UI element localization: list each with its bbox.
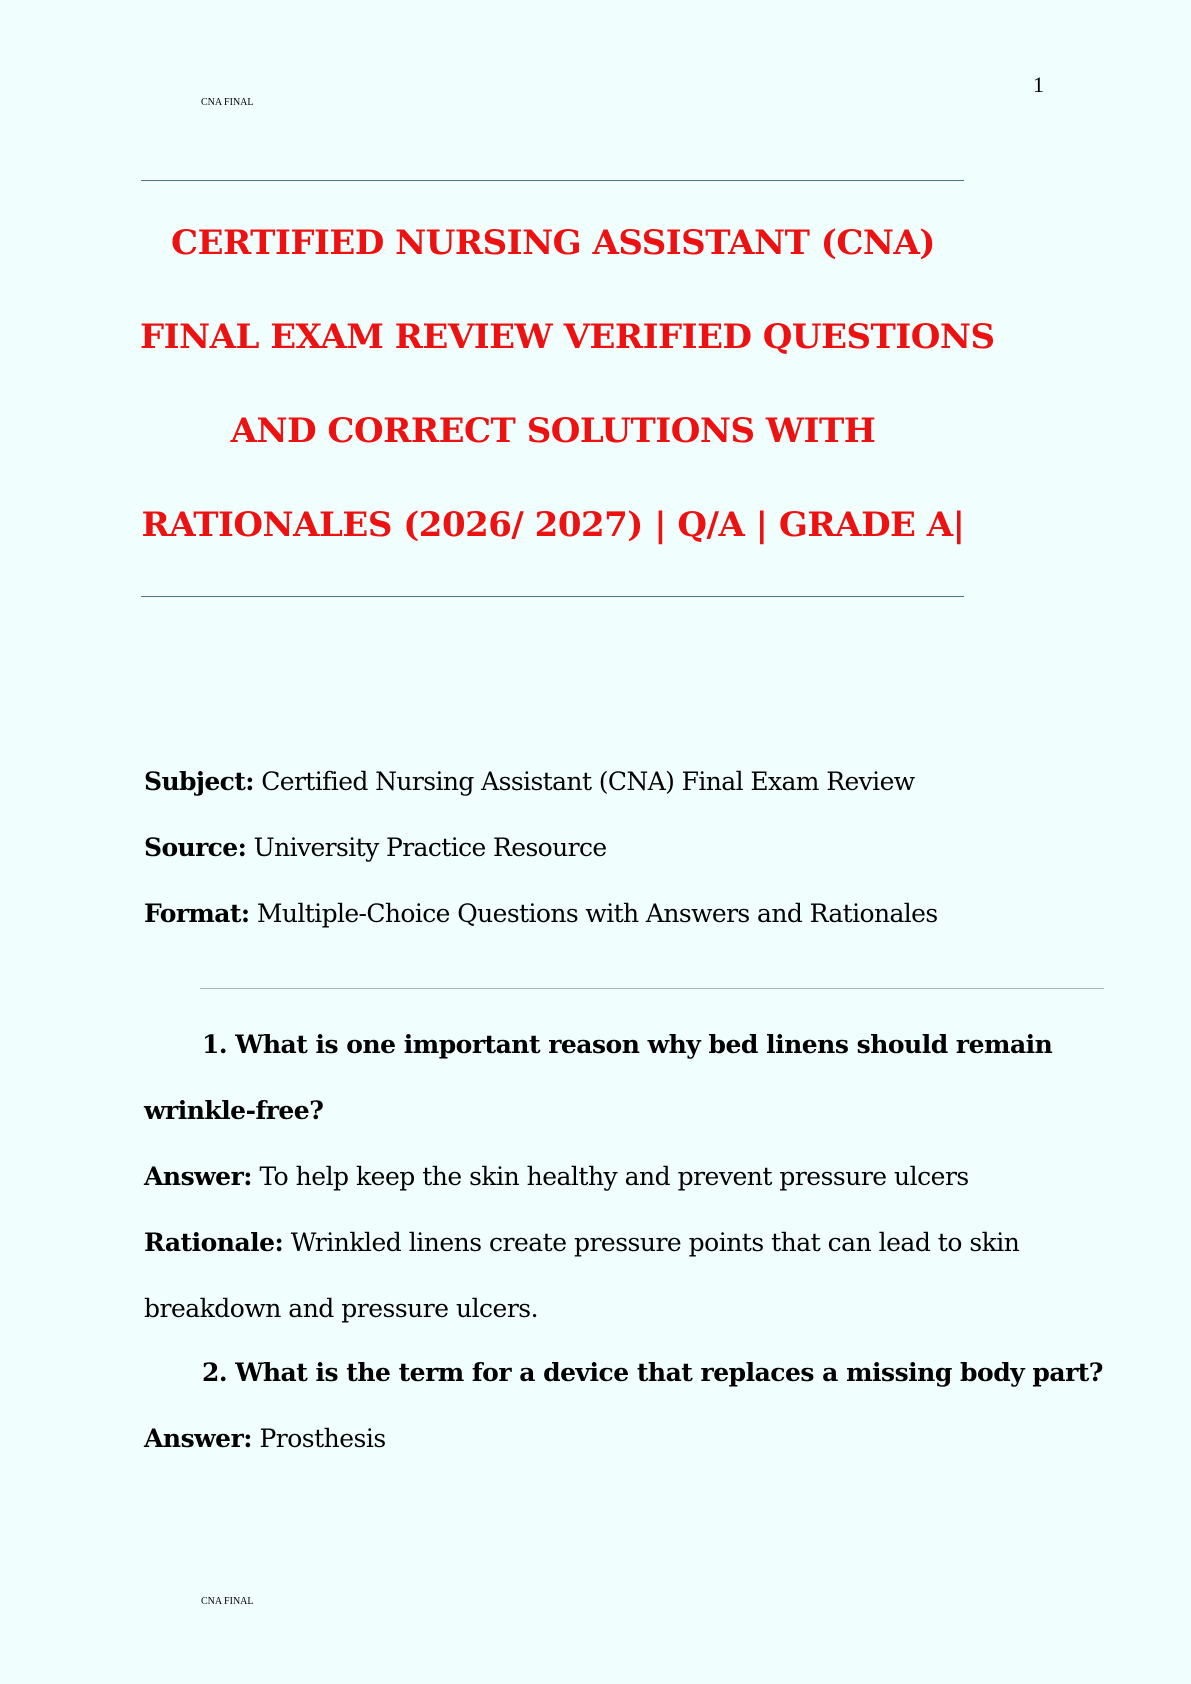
- subject-label: Subject:: [144, 767, 254, 796]
- title-line-2: FINAL EXAM REVIEW VERIFIED QUESTIONS: [140, 317, 995, 357]
- source-line: [144, 833, 607, 862]
- format-value: Multiple-Choice Questions with Answers and Rationales: [256, 899, 938, 928]
- format-label: Format:: [144, 899, 250, 928]
- question-1-rationale: [144, 1228, 1019, 1257]
- question-1-text-line-1: 1. What is one important reason why bed linens should remain: [202, 1030, 1053, 1059]
- source-value: University Practice Resource: [253, 833, 607, 862]
- title-bottom-rule: [141, 596, 964, 597]
- running-footer: CNA FINAL: [201, 1596, 254, 1607]
- question-1-answer: [144, 1162, 969, 1191]
- answer-text: To help keep the skin healthy and prevent pressure ulcers: [259, 1162, 969, 1191]
- title-line-4: RATIONALES (2026/ 2027) | Q/A | GRADE A|: [141, 505, 965, 545]
- rationale-label: Rationale:: [144, 1228, 284, 1257]
- question-1-text-line-2: wrinkle-free?: [144, 1096, 324, 1125]
- document-title: [140, 196, 995, 572]
- page-number: 1: [1033, 72, 1044, 97]
- title-line-1: CERTIFIED NURSING ASSISTANT (CNA): [171, 223, 935, 263]
- answer-label: Answer:: [144, 1424, 252, 1453]
- rationale-text-line-2: breakdown and pressure ulcers.: [144, 1294, 539, 1323]
- question-2-answer: [144, 1424, 386, 1453]
- question-2-text: 2. What is the term for a device that replaces a missing body part?: [202, 1358, 1103, 1387]
- subject-value: Certified Nursing Assistant (CNA) Final Exam Review: [261, 767, 915, 796]
- title-line-3: AND CORRECT SOLUTIONS WITH: [230, 411, 876, 451]
- running-header: CNA FINAL: [201, 97, 254, 108]
- rationale-text-line-1: Wrinkled linens create pressure points that can lead to skin: [290, 1228, 1020, 1257]
- title-top-rule: [141, 180, 964, 181]
- answer-label: Answer:: [144, 1162, 252, 1191]
- section-divider: [200, 988, 1104, 989]
- source-label: Source:: [144, 833, 247, 862]
- subject-line: [144, 767, 915, 796]
- format-line: [144, 899, 938, 928]
- answer-text: Prosthesis: [259, 1424, 386, 1453]
